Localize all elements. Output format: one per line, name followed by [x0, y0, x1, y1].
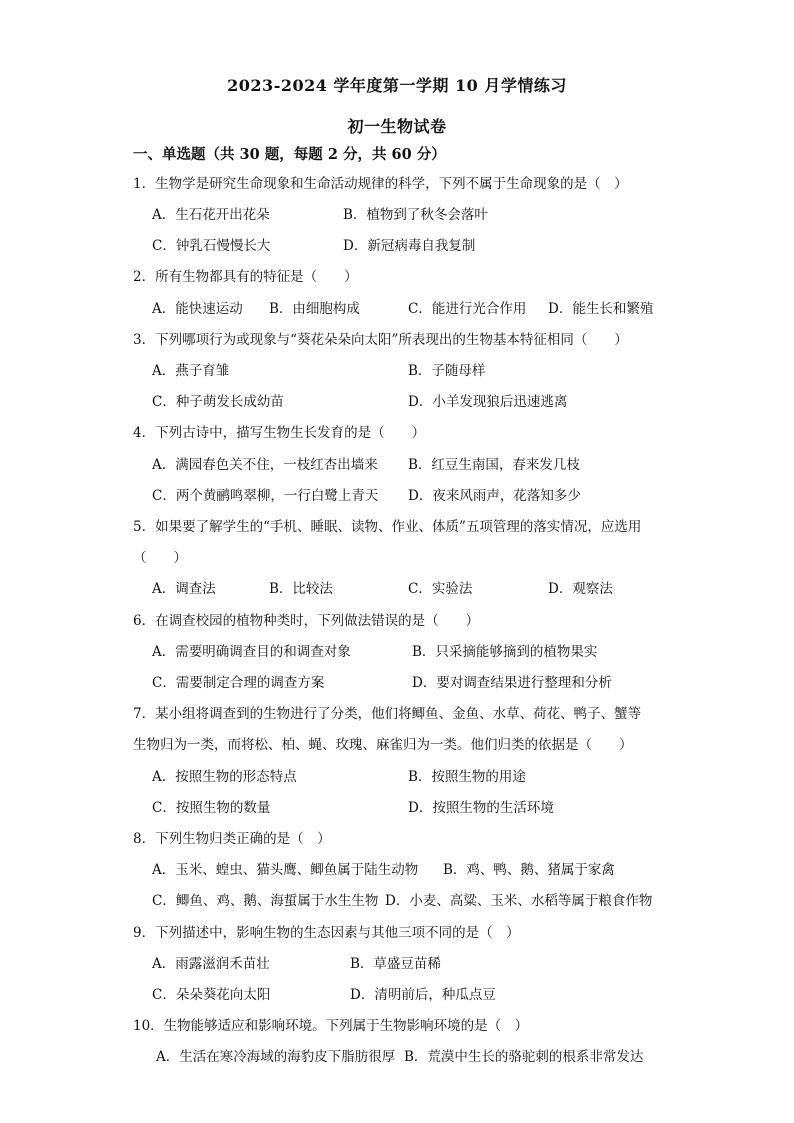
question-5-option-d: D．观察法	[548, 581, 613, 597]
question-7-option-b: B．按照生物的用途	[408, 769, 526, 785]
question-6-option-a: A．需要明确调查目的和调查对象	[152, 644, 351, 660]
question-10-stem: 10．生物能够适应和影响环境。下列属于生物影响环境的是（ ）	[133, 1018, 529, 1034]
question-3-stem: 3．下列哪项行为或现象与“葵花朵朵向太阳”所表现出的生物基本特征相同（ ）	[133, 332, 628, 348]
question-2-option-a: A．能快速运动	[152, 301, 243, 317]
question-4-option-d: D．夜来风雨声，花落知多少	[408, 488, 581, 504]
question-2-option-d: D．能生长和繁殖	[548, 301, 654, 317]
question-10-option-a: A．生活在寒冷海域的海豹皮下脂肪很厚	[156, 1049, 396, 1065]
question-1-option-a: A．生石花开出花朵	[152, 207, 270, 223]
question-7-option-a: A．按照生物的形态特点	[152, 769, 297, 785]
exam-title: 2023-2024 学年度第一学期 10 月学情练习	[227, 76, 567, 95]
question-9-option-b: B．草盛豆苗稀	[350, 956, 441, 972]
question-9-option-d: D．清明前后，种瓜点豆	[350, 987, 496, 1003]
question-6-option-d: D．要对调查结果进行整理和分析	[412, 675, 612, 691]
question-6-option-c: C．需要制定合理的调查方案	[152, 675, 325, 691]
question-2-option-c: C．能进行光合作用	[408, 301, 527, 317]
question-5-option-a: A．调查法	[152, 581, 216, 597]
question-6-stem: 6．在调查校园的植物种类时，下列做法错误的是（ ）	[133, 613, 480, 629]
question-4-option-a: A．满园春色关不住，一枝红杏出墙来	[152, 457, 378, 473]
question-7-option-d: D．按照生物的生活环境	[408, 800, 554, 816]
question-2-option-b: B．由细胞构成	[269, 301, 360, 317]
question-4-option-b: B．红豆生南国，春来发几枝	[408, 457, 580, 473]
question-9-stem: 9．下列描述中，影响生物的生态因素与其他三项不同的是（ ）	[133, 925, 520, 941]
question-1-option-b: B．植物到了秋冬会落叶	[343, 207, 488, 223]
question-4-option-c: C．两个黄鹂鸣翠柳，一行白鹭上青天	[152, 488, 379, 504]
question-5-stem-cont: （ ）	[133, 550, 187, 566]
question-1-stem: 1．生物学是研究生命现象和生命活动规律的科学，下列不属于生命现象的是（ ）	[133, 176, 628, 192]
question-8-option-d: D．小麦、高粱、玉米、水稻等属于粮食作物	[385, 893, 653, 909]
question-5-option-c: C．实验法	[408, 581, 473, 597]
question-3-option-a: A．燕子育雏	[152, 363, 230, 379]
question-3-option-c: C．种子萌发长成幼苗	[152, 394, 284, 410]
question-9-option-c: C．朵朵葵花向太阳	[152, 987, 271, 1003]
question-8-stem: 8．下列生物归类正确的是（ ）	[133, 831, 331, 847]
question-3-option-d: D．小羊发现狼后迅速逃离	[408, 394, 568, 410]
question-8-option-a: A．玉米、蝗虫、猫头鹰、鲫鱼属于陆生动物	[152, 862, 419, 878]
question-1-option-c: C．钟乳石慢慢长大	[152, 238, 271, 254]
question-2-stem: 2．所有生物都具有的特征是（ ）	[133, 269, 358, 285]
question-1-option-d: D．新冠病毒自我复制	[343, 238, 476, 254]
question-8-option-c: C．鲫鱼、鸡、鹅、海蜇属于水生生物	[152, 893, 379, 909]
question-4-stem: 4．下列古诗中，描写生物生长发育的是（ ）	[133, 425, 426, 441]
question-7-stem-cont: 生物归为一类，而将松、柏、蝇、玫瑰、麻雀归为一类。他们归类的依据是（ ）	[133, 737, 633, 753]
question-7-option-c: C．按照生物的数量	[152, 800, 271, 816]
question-6-option-b: B．只采摘能够摘到的植物果实	[412, 644, 598, 660]
exam-subtitle: 初一生物试卷	[347, 117, 447, 136]
section-heading: 一、单选题（共 30 题，每题 2 分，共 60 分）	[133, 146, 446, 163]
question-9-option-a: A．雨露滋润禾苗壮	[152, 956, 270, 972]
question-10-option-b: B．荒漠中生长的骆驼刺的根系非常发达	[404, 1049, 644, 1065]
question-5-option-b: B．比较法	[269, 581, 333, 597]
question-3-option-b: B．子随母样	[408, 363, 486, 379]
question-7-stem: 7．某小组将调查到的生物进行了分类，他们将鲫鱼、金鱼、水草、荷花、鸭子、蟹等	[133, 706, 642, 722]
question-8-option-b: B．鸡、鸭、鹅、猪属于家禽	[443, 862, 615, 878]
question-5-stem: 5．如果要了解学生的“手机、睡眠、读物、作业、体质”五项管理的落实情况，应选用	[133, 519, 642, 535]
